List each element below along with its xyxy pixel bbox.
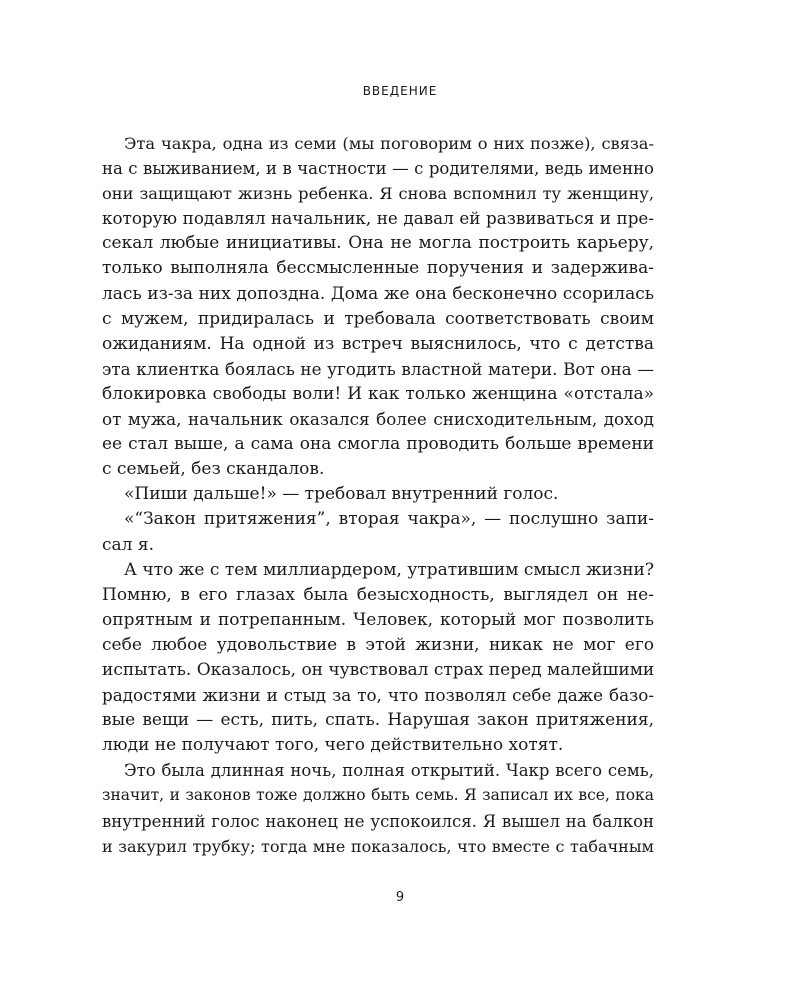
text-line: опрятным и потрепанным. Человек, который мог позволить	[102, 609, 654, 630]
text-line: блокировка свободы воли! И как только женщина «отстала»	[102, 383, 654, 404]
text-line: с семьей, без скандалов.	[102, 459, 325, 480]
text-line: и закурил трубку; тогда мне показалось, что вместе с табачным	[102, 836, 654, 856]
text-line: испытать. Оказалось, он чувствовал страх перед малейшими	[102, 659, 654, 680]
text-line: от мужа, начальник оказался более снисходительным, доход	[102, 409, 654, 430]
text-line: радостями жизни и стыд за то, что позволял себе даже базо-	[102, 685, 654, 706]
text-line: Эта чакра, одна из семи (мы поговорим о них позже), связа-	[124, 134, 654, 153]
text-line: Это была длинная ночь, полная открытий. Чакр всего семь,	[124, 761, 654, 781]
running-head: ВВЕДЕНИЕ	[362, 84, 438, 98]
text-line: ее стал выше, а сама она смогла проводить больше времени	[102, 434, 654, 455]
body-text	[102, 131, 654, 859]
text-line: только выполняла бессмысленные поручения и задержива-	[102, 258, 654, 279]
text-line: они защищают жизнь ребенка. Я снова вспомнил ту женщину,	[102, 184, 654, 204]
text-line: значит, и законов тоже должно быть семь. Я записал их все, пока	[102, 786, 654, 805]
text-line: ожиданиям. На одной из встреч выяснилось, что с детства	[102, 333, 654, 354]
text-line: люди не получают того, чего действительно хотят.	[102, 735, 564, 756]
text-line: внутренний голос наконец не успокоился. Я вышел на балкон	[102, 811, 654, 831]
text-line: с мужем, придиралась и требовала соответствовать своим	[102, 308, 654, 329]
text-line: сал я.	[102, 534, 154, 555]
text-line: лась из-за них допоздна. Дома же она бесконечно ссорилась	[102, 283, 654, 304]
text-line: вые вещи — есть, пить, спать. Нарушая закон притяжения,	[102, 710, 654, 731]
page-number: 9	[395, 890, 405, 905]
text-line: себе любое удовольствие в этой жизни, никак не мог его	[102, 634, 654, 655]
text-line: «Пиши дальше!» — требовал внутренний голос.	[124, 484, 559, 505]
text-line: секал любые инициативы. Она не могла построить карьеру,	[102, 233, 654, 254]
text-line: которую подавлял начальник, не давал ей развиваться и пре-	[102, 208, 654, 229]
text-line: «“Закон притяжения”, вторая чакра», — послушно запи-	[124, 509, 654, 530]
text-line: А что же с тем миллиардером, утратившим смысл жизни?	[124, 559, 654, 580]
text-line: на с выживанием, и в частности — с родителями, ведь именно	[102, 159, 654, 179]
text-line: эта клиентка боялась не угодить властной матери. Вот она —	[102, 358, 654, 379]
text-line: Помню, в его глазах была безысходность, выглядел он не-	[102, 584, 654, 605]
